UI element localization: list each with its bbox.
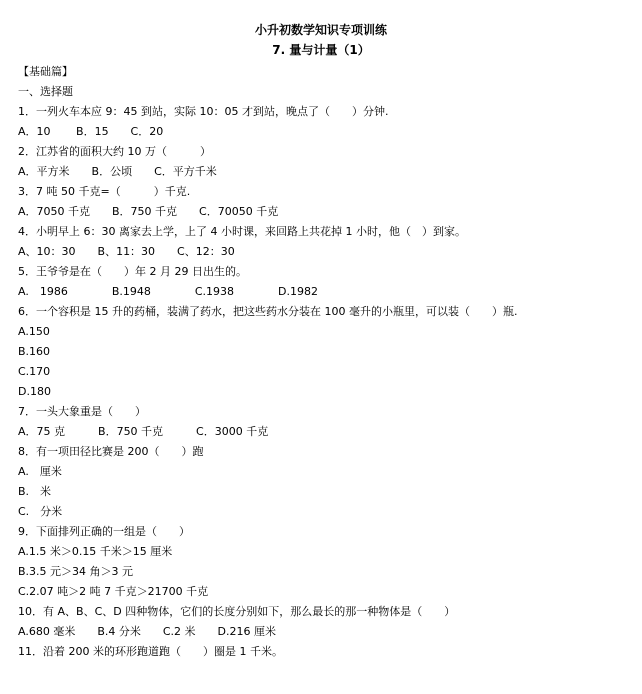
- question-line: 9．下面排列正确的一组是（ ）: [18, 525, 190, 538]
- part-heading: 一、选择题: [18, 85, 73, 98]
- option-line: B. 米: [18, 485, 52, 498]
- option-line: D.180: [18, 385, 51, 398]
- option-line: A. 1986 B.1948 C.1938 D.1982: [18, 285, 318, 298]
- option-line: A.1.5 米＞0.15 千米＞15 厘米: [18, 545, 173, 558]
- option-line: A.150: [18, 325, 50, 338]
- question-line: 6．一个容积是 15 升的药桶，装满了药水，把这些药水分装在 100 毫升的小瓶里，可以装（ ）瓶.: [18, 305, 518, 318]
- option-line: B.3.5 元＞34 角＞3 元: [18, 565, 134, 578]
- question-line: 4．小明早上 6：30 离家去上学，上了 4 小时课，来回路上共花掉 1 小时，他（ ）到家。: [18, 225, 466, 238]
- document-title: 小升初数学知识专项训练: [254, 23, 387, 37]
- question-line: 5．王爷爷是在（ ）年 2 月 29 日出生的。: [18, 265, 247, 278]
- option-line: C. 分米: [18, 505, 63, 518]
- question-line: 3．7 吨 50 千克=（ ）千克.: [18, 185, 191, 198]
- question-list: [18, 62, 628, 662]
- option-line: C.2.07 吨＞2 吨 7 千克＞21700 千克: [18, 585, 209, 598]
- question-line: 8．有一项田径比赛是 200（ ）跑: [18, 445, 204, 458]
- document-subtitle: 7. 量与计量（1）: [272, 43, 370, 57]
- question-line: 2．江苏省的面积大约 10 万（ ）: [18, 145, 211, 158]
- option-line: A．75 克 B．750 千克 C．3000 千克: [18, 425, 269, 438]
- option-line: A.680 毫米 B.4 分米 C.2 米 D.216 厘米: [18, 625, 276, 638]
- section-heading: 【基础篇】: [18, 65, 73, 78]
- option-line: A. 厘米: [18, 465, 62, 478]
- option-line: A．10 B．15 C．20: [18, 125, 164, 138]
- question-line: 1．一列火车本应 9：45 到站，实际 10：05 才到站，晚点了（ ）分钟.: [18, 105, 389, 118]
- question-line: 11．沿着 200 米的环形跑道跑（ ）圈是 1 千米。: [18, 645, 283, 658]
- option-line: B.160: [18, 345, 51, 358]
- option-line: C.170: [18, 365, 51, 378]
- question-line: 10．有 A、B、C、D 四种物体，它们的长度分别如下，那么最长的那一种物体是（ ）: [18, 605, 456, 618]
- option-line: A．7050 千克 B．750 千克 C．70050 千克: [18, 205, 279, 218]
- option-line: A．平方米 B．公顷 C．平方千米: [18, 165, 217, 178]
- option-line: A、10：30 B、11：30 C、12：30: [18, 245, 235, 258]
- question-line: 7．一头大象重是（ ）: [18, 405, 146, 418]
